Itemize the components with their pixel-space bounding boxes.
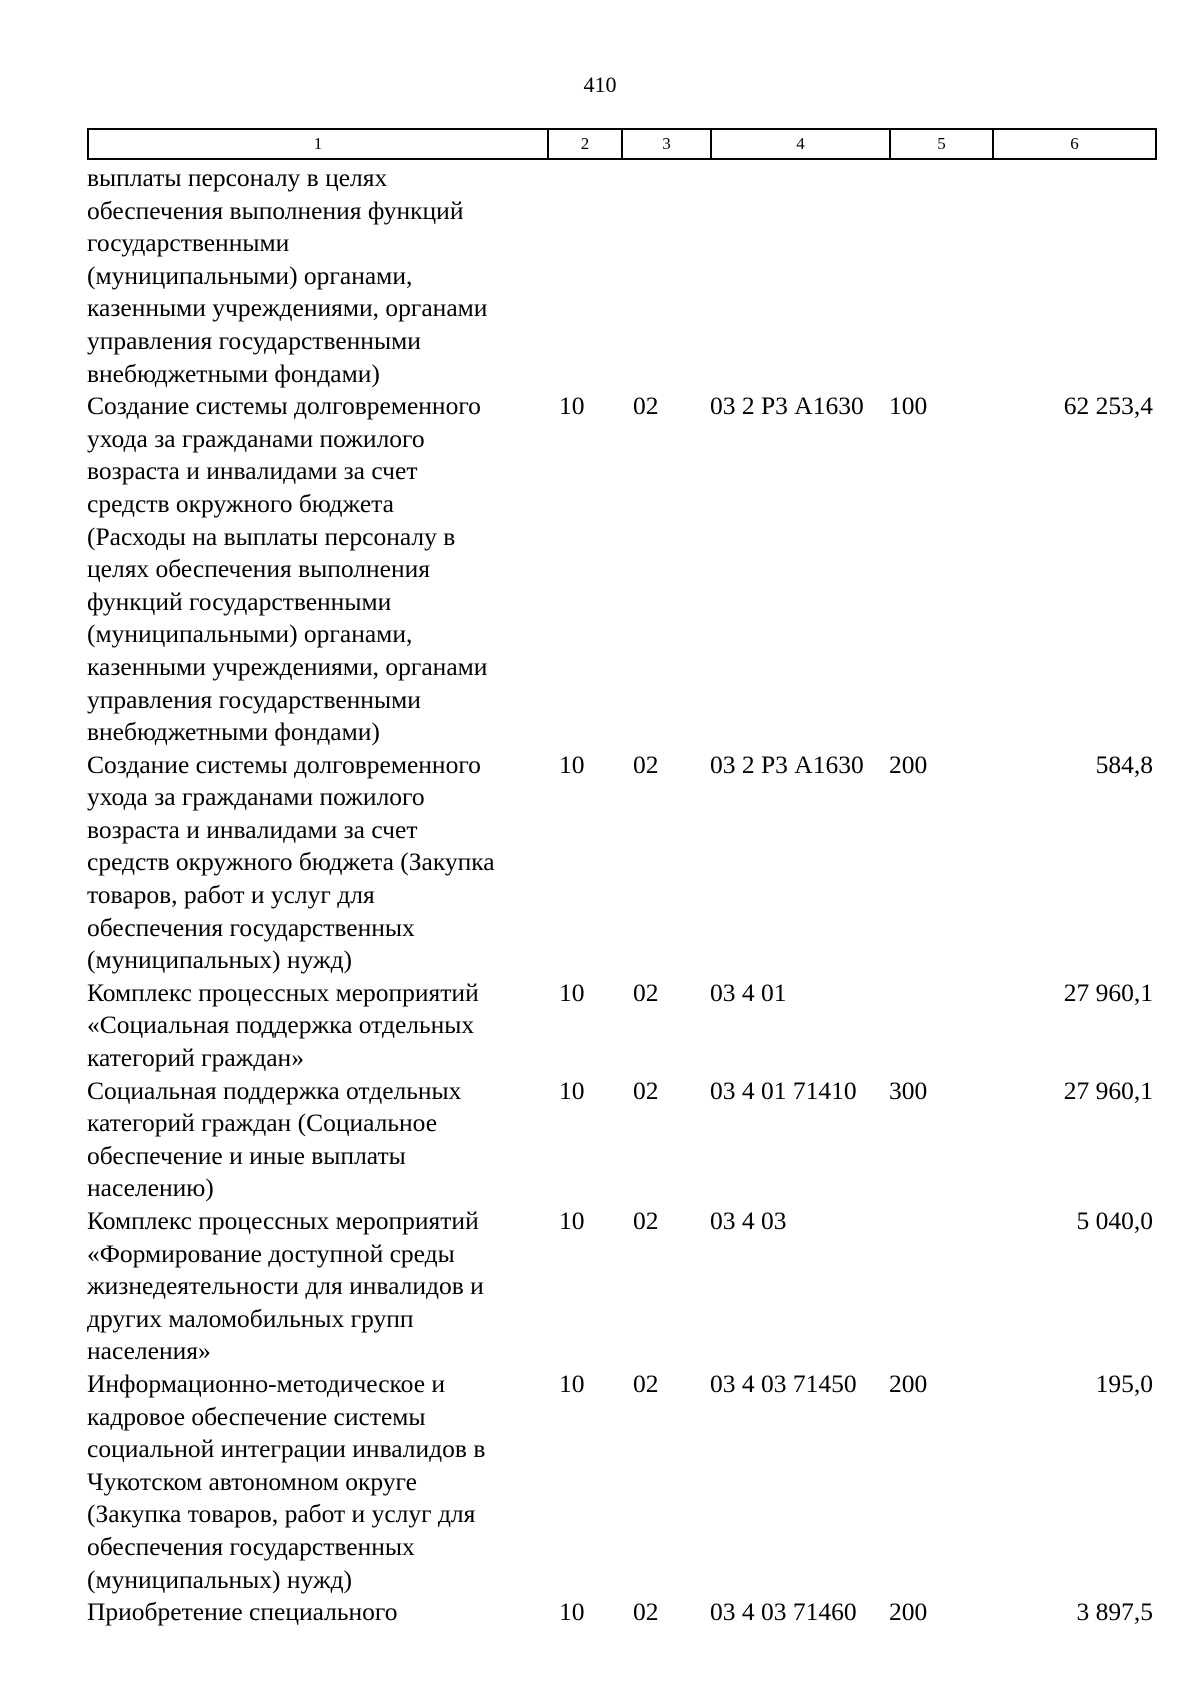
- row-section: [547, 162, 621, 390]
- row-section: 10: [559, 1597, 585, 1627]
- column-header-4: 4: [711, 129, 890, 159]
- row-name: Комплекс процессных мероприятий «Формирование доступной среды жизнедеятельности для инвалидов и других маломобильных групп населения»: [87, 1206, 484, 1366]
- row-subsection: 02: [633, 1206, 659, 1235]
- row-section: 10: [559, 977, 585, 1007]
- row-target-article: 03 4 03 71460: [710, 1597, 857, 1627]
- column-header-2: 2: [548, 129, 622, 159]
- column-header-5: 5: [890, 129, 993, 159]
- row-target-article: 03 4 03 71450: [710, 1368, 857, 1398]
- row-expense-type: [889, 162, 992, 390]
- column-header-table: [87, 128, 1157, 160]
- table-row: [87, 749, 1155, 977]
- row-name: Информационно-методическое и кадровое обеспечение системы социальной интеграции инвалидов в Чукотском автономном округе (Закупка товаров, работ и услуг для обеспечения государственных (муниципальных) нужд): [87, 1368, 486, 1594]
- column-header-6: 6: [993, 129, 1156, 159]
- row-section: 10: [559, 1206, 585, 1235]
- row-sum: 3 897,5: [1076, 1597, 1153, 1627]
- budget-table-body: [87, 162, 1155, 1629]
- row-expense-type: [889, 1205, 992, 1368]
- row-sum: 584,8: [1095, 749, 1153, 779]
- row-subsection: 02: [633, 749, 659, 779]
- row-target-article: 03 2 Р3 А1630: [710, 391, 864, 421]
- column-header-row: [88, 129, 1156, 159]
- row-sum: 195,0: [1095, 1368, 1153, 1398]
- table-row: [87, 1596, 1155, 1629]
- row-expense-type: 100: [889, 391, 928, 421]
- row-section: 10: [559, 391, 585, 421]
- row-sum: 27 960,1: [1063, 977, 1153, 1007]
- table-row: [87, 162, 1155, 390]
- row-target-article: 03 2 Р3 А1630: [710, 749, 864, 779]
- row-section: 10: [559, 1368, 585, 1398]
- table-row: [87, 1205, 1155, 1368]
- row-sum: 27 960,1: [1063, 1075, 1153, 1105]
- table-row: [87, 1075, 1155, 1205]
- page-number: 410: [583, 72, 617, 97]
- row-expense-type: 300: [889, 1075, 928, 1105]
- row-name: Комплекс процессных мероприятий «Социальная поддержка отдельных категорий граждан»: [87, 977, 479, 1073]
- row-name: Создание системы долговременного ухода за гражданами пожилого возраста и инвалидами за счет средств окружного бюджета (Расходы на выплаты персоналу в целях обеспечения выполнения функций государственными (муниципальными) органами, казенными учреждениями, органами управления государственными внебюджетными фондами): [87, 391, 488, 747]
- row-name: Приобретение специального: [87, 1597, 398, 1627]
- row-sum: 62 253,4: [1063, 391, 1153, 421]
- row-subsection: 02: [633, 1597, 659, 1627]
- table-row: [87, 390, 1155, 749]
- row-subsection: 02: [633, 1075, 659, 1105]
- table-row: [87, 977, 1155, 1075]
- row-expense-type: [889, 977, 992, 1075]
- row-name: Создание системы долговременного ухода за гражданами пожилого возраста и инвалидами за счет средств окружного бюджета (Закупка товаров, работ и услуг для обеспечения государственных (муниципальных) нужд): [87, 749, 495, 975]
- row-target-article: [710, 162, 889, 390]
- row-target-article: 03 4 03: [710, 1206, 787, 1235]
- row-section: 10: [559, 749, 585, 779]
- column-header-1: 1: [88, 129, 548, 159]
- row-sum: 5 040,0: [1076, 1206, 1153, 1235]
- row-target-article: 03 4 01: [710, 977, 787, 1007]
- row-expense-type: 200: [889, 1597, 928, 1627]
- row-subsection: 02: [633, 391, 659, 421]
- column-header-3: 3: [622, 129, 711, 159]
- row-sum: [992, 162, 1155, 390]
- row-name: выплаты персоналу в целях обеспечения выполнения функций государственными (муниципальными) органами, казенными учреждениями, органами управления государственными внебюджетными фондами): [87, 163, 488, 388]
- row-name: Социальная поддержка отдельных категорий граждан (Социальное обеспечение и иные выплаты населению): [87, 1075, 462, 1203]
- row-section: 10: [559, 1075, 585, 1105]
- row-expense-type: 200: [889, 1368, 928, 1398]
- table-row: [87, 1368, 1155, 1596]
- row-target-article: 03 4 01 71410: [710, 1075, 857, 1105]
- row-subsection: [621, 162, 710, 390]
- row-subsection: 02: [633, 977, 659, 1007]
- row-subsection: 02: [633, 1368, 659, 1398]
- row-expense-type: 200: [889, 749, 928, 779]
